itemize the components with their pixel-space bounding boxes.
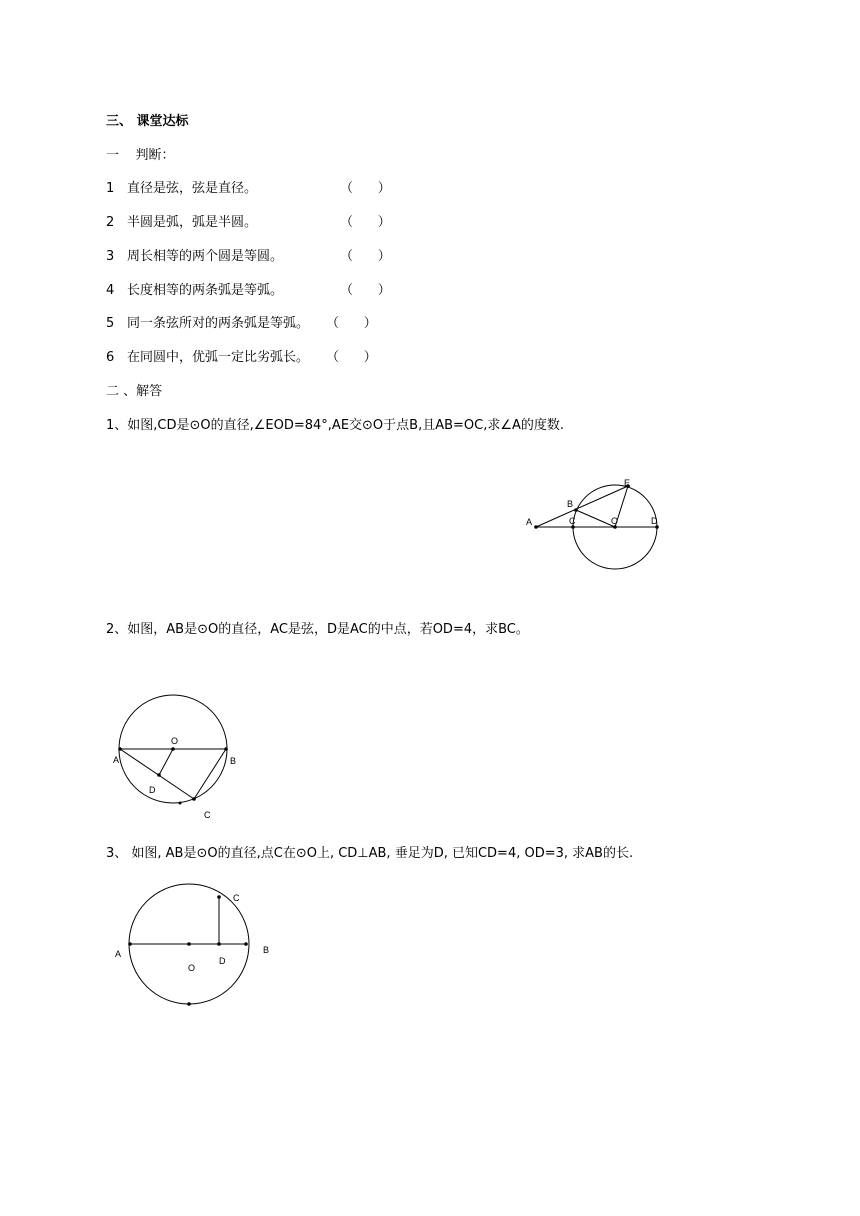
item-statement: 同一条弦所对的两条弧是等弧。 <box>127 316 310 331</box>
label-b: B <box>230 756 237 766</box>
item-number: 4 <box>106 283 115 298</box>
part2-title: 二 、解答 <box>106 384 163 399</box>
item-statement: 长度相等的两条弧是等弧。 <box>127 283 284 298</box>
label-e: E <box>624 478 631 488</box>
label-b: B <box>263 945 270 955</box>
answer-blank: （ ） <box>326 350 377 365</box>
label-d: D <box>219 956 226 966</box>
answer-blank: （ ） <box>340 181 391 196</box>
point-d <box>217 942 221 946</box>
label-a: A <box>115 949 122 959</box>
label-c: C <box>569 516 576 526</box>
answer-blank: （ ） <box>340 283 391 298</box>
item-number: 1 <box>106 181 115 196</box>
answer-blank: （ ） <box>326 316 377 331</box>
label-b: B <box>567 499 574 509</box>
label-o: O <box>611 516 619 526</box>
item-statement: 直径是弦，弦是直径。 <box>127 181 258 196</box>
answer-blank: （ ） <box>340 215 391 230</box>
point-bottom <box>187 1002 191 1006</box>
label-c: C <box>233 893 240 903</box>
point-b <box>244 942 248 946</box>
question-2-text: 2、如图，AB是⊙O的直径，AC是弦，D是AC的中点，若OD=4，求BC。 <box>106 622 529 637</box>
question-1-text: 1、如图,CD是⊙O的直径,∠EOD=84°,AE交⊙O于点B,且AB=OC,求∠A的度数. <box>106 418 565 433</box>
part1-title: 一 判断： <box>106 148 175 163</box>
item-number: 3 <box>106 249 115 264</box>
item-statement: 半圆是弧，弧是半圆。 <box>127 215 258 230</box>
item-number: 6 <box>106 350 115 365</box>
item-statement: 周长相等的两个圆是等圆。 <box>127 249 284 264</box>
question-3-text: 3、 如图, AB是⊙O的直径,点C在⊙O上, CD⊥AB, 垂足为D, 已知CD=4, OD=3, 求AB的长. <box>106 846 634 861</box>
label-d: D <box>651 516 658 526</box>
point-o <box>187 942 191 946</box>
item-statement: 在同圆中，优弧一定比劣弧长。 <box>127 350 310 365</box>
section-title: 三、 课堂达标 <box>106 114 189 129</box>
label-a: A <box>113 755 120 765</box>
point-a <box>128 942 132 946</box>
label-o: O <box>188 963 196 973</box>
point-c <box>217 895 221 899</box>
label-c: C <box>204 810 211 820</box>
label-d: D <box>149 785 156 795</box>
label-o: O <box>171 736 179 746</box>
answer-blank: （ ） <box>340 249 391 264</box>
label-a: A <box>526 517 533 527</box>
item-number: 5 <box>106 316 115 331</box>
item-number: 2 <box>106 215 115 230</box>
